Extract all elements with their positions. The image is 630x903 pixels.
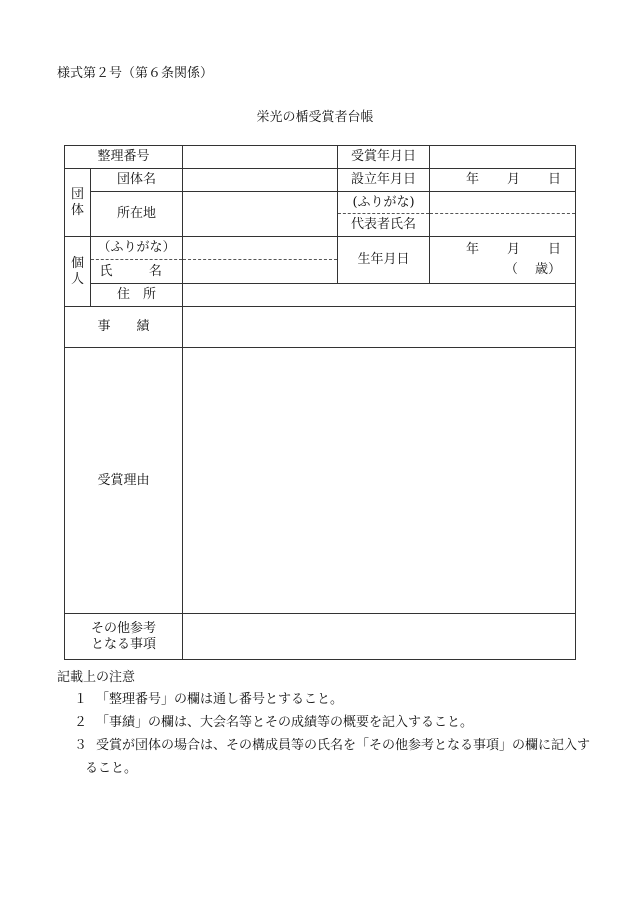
serial-number-cell[interactable] (183, 146, 338, 169)
individual-name-label (91, 260, 183, 284)
established-date-label: 設立年月日 (338, 169, 430, 192)
age-field: （ 歳） (504, 262, 562, 277)
address-cell[interactable] (183, 192, 338, 237)
other-matters-line-2: となる事項 (91, 636, 157, 652)
group-name-label: 団体名 (91, 169, 183, 192)
note-item (57, 734, 597, 780)
individual-furigana-label: （ふりがな） (91, 237, 183, 260)
award-date-cell[interactable] (430, 146, 576, 169)
note-number: ３ (74, 738, 88, 753)
individual-char-2: 人 (70, 271, 84, 287)
achievement-cell[interactable] (183, 307, 576, 348)
other-matters-cell[interactable] (183, 614, 576, 660)
table-row (65, 614, 576, 660)
table-row (65, 307, 576, 348)
notes-heading: 記載上の注意 (57, 670, 136, 685)
award-reason-cell[interactable] (183, 348, 576, 614)
residence-cell[interactable] (183, 284, 576, 307)
year-unit: 年 (466, 172, 480, 188)
note-text: 受賞が団体の場合は、その構成員等の氏名を「その他参考となる事項」の欄に記入すること。 (85, 738, 591, 776)
note-text: 「事績」の欄は、大会名等とその成績等の概要を記入すること。 (96, 715, 474, 730)
note-number: １ (74, 692, 88, 707)
table-row (65, 348, 576, 614)
award-reason-label: 受賞理由 (65, 348, 183, 614)
month-unit: 月 (507, 242, 521, 258)
notes-section (57, 668, 597, 780)
serial-number-label: 整理番号 (65, 146, 183, 169)
individual-name-text: 氏 名 (99, 263, 174, 279)
award-date-label: 受賞年月日 (338, 146, 430, 169)
note-number: ２ (74, 715, 88, 730)
birth-date-cell[interactable] (430, 237, 576, 284)
table-row (65, 284, 576, 307)
table-row (65, 237, 576, 260)
note-item (57, 688, 597, 711)
birth-date-label: 生年月日 (338, 237, 430, 284)
established-date-fields (434, 172, 571, 188)
day-unit: 日 (547, 242, 561, 258)
address-label: 所在地 (91, 192, 183, 237)
document-title: 栄光の楯受賞者台帳 (256, 110, 374, 125)
other-matters-label (65, 614, 183, 660)
form-number: 様式第２号（第６条関係） (57, 66, 214, 81)
representative-furigana-label: (ふりがな) (338, 192, 430, 214)
achievement-label: 事 績 (65, 307, 183, 348)
representative-name-cell[interactable] (430, 214, 576, 237)
birth-date-fields (434, 242, 571, 258)
individual-furigana-cell[interactable] (183, 237, 338, 260)
table-row (65, 146, 576, 169)
group-section-label (65, 169, 91, 237)
individual-name-cell[interactable] (183, 260, 338, 284)
representative-name-label: 代表者氏名 (338, 214, 430, 237)
other-matters-line-1: その他参考 (91, 620, 157, 636)
established-date-cell[interactable] (430, 169, 576, 192)
year-unit: 年 (466, 242, 480, 258)
note-text: 「整理番号」の欄は通し番号とすること。 (96, 692, 344, 707)
group-char-2: 体 (70, 202, 84, 218)
award-ledger-table (64, 145, 576, 660)
individual-section-label (65, 237, 91, 307)
group-char-1: 団 (70, 186, 84, 202)
note-item (57, 711, 597, 734)
month-unit: 月 (507, 172, 521, 188)
individual-char-1: 個 (70, 255, 84, 271)
representative-furigana-cell[interactable] (430, 192, 576, 214)
table-row (65, 192, 576, 214)
day-unit: 日 (547, 172, 561, 188)
residence-label: 住 所 (91, 284, 183, 307)
group-name-cell[interactable] (183, 169, 338, 192)
table-row (65, 169, 576, 192)
